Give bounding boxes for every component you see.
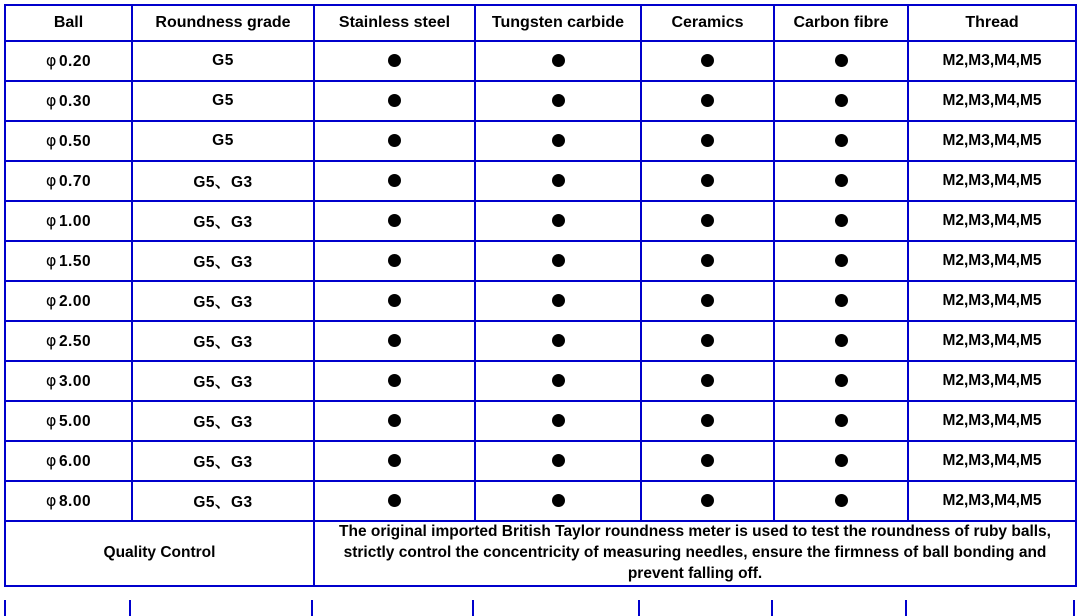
table-row: [5, 321, 1076, 361]
cell-roundness-grade: G5、G3: [132, 321, 314, 361]
filled-circle-icon: [552, 374, 565, 387]
cell-availability-stainless: [314, 321, 475, 361]
filled-circle-icon: [835, 294, 848, 307]
table-bottom-edge: [4, 600, 1075, 616]
table-row: [5, 161, 1076, 201]
cell-availability-carbon: [774, 321, 908, 361]
cell-availability-stainless: [314, 401, 475, 441]
diameter-symbol-icon: φ: [45, 331, 57, 350]
cell-roundness-grade: G5: [132, 121, 314, 161]
cell-availability-ceramics: [641, 161, 774, 201]
cell-availability-tungsten: [475, 401, 641, 441]
filled-circle-icon: [388, 494, 401, 507]
cell-availability-stainless: [314, 201, 475, 241]
filled-circle-icon: [835, 54, 848, 67]
cell-availability-stainless: [314, 121, 475, 161]
cell-availability-ceramics: [641, 361, 774, 401]
cell-availability-carbon: [774, 41, 908, 81]
table-row: [5, 401, 1076, 441]
header-row: [5, 5, 1076, 41]
filled-circle-icon: [835, 254, 848, 267]
filled-circle-icon: [701, 374, 714, 387]
table-row: [5, 441, 1076, 481]
cell-thread: M2,M3,M4,M5: [908, 321, 1076, 361]
cell-thread: M2,M3,M4,M5: [908, 121, 1076, 161]
cell-roundness-grade: G5、G3: [132, 361, 314, 401]
cell-availability-stainless: [314, 41, 475, 81]
cell-availability-tungsten: [475, 281, 641, 321]
filled-circle-icon: [701, 214, 714, 227]
cell-availability-tungsten: [475, 161, 641, 201]
table-row: [5, 201, 1076, 241]
cell-availability-carbon: [774, 281, 908, 321]
ball-diameter-value: 1.50: [58, 253, 92, 270]
cell-thread: M2,M3,M4,M5: [908, 241, 1076, 281]
ball-diameter-value: 2.00: [58, 293, 92, 310]
filled-circle-icon: [552, 214, 565, 227]
filled-circle-icon: [388, 414, 401, 427]
ball-diameter-value: 0.20: [58, 53, 92, 70]
filled-circle-icon: [701, 254, 714, 267]
cell-availability-tungsten: [475, 361, 641, 401]
cell-availability-carbon: [774, 241, 908, 281]
cell-ball-diameter: [5, 361, 132, 401]
filled-circle-icon: [701, 54, 714, 67]
cell-availability-stainless: [314, 241, 475, 281]
cell-availability-tungsten: [475, 41, 641, 81]
filled-circle-icon: [552, 254, 565, 267]
cell-roundness-grade: G5、G3: [132, 241, 314, 281]
cell-thread: M2,M3,M4,M5: [908, 281, 1076, 321]
diameter-symbol-icon: φ: [45, 291, 57, 310]
diameter-symbol-icon: φ: [45, 51, 57, 70]
cell-thread: M2,M3,M4,M5: [908, 81, 1076, 121]
table-row: [5, 41, 1076, 81]
cell-availability-tungsten: [475, 441, 641, 481]
table-row: [5, 81, 1076, 121]
header-stainless-steel: Stainless steel: [314, 5, 475, 41]
table-row: [5, 281, 1076, 321]
table-row: [5, 361, 1076, 401]
cell-roundness-grade: G5、G3: [132, 281, 314, 321]
diameter-symbol-icon: φ: [45, 131, 57, 150]
cell-availability-tungsten: [475, 81, 641, 121]
filled-circle-icon: [701, 134, 714, 147]
diameter-symbol-icon: φ: [45, 451, 57, 470]
cell-availability-ceramics: [641, 41, 774, 81]
filled-circle-icon: [388, 454, 401, 467]
filled-circle-icon: [388, 94, 401, 107]
ball-diameter-value: 2.50: [58, 333, 92, 350]
ball-specification-table: [4, 4, 1077, 587]
diameter-symbol-icon: φ: [45, 411, 57, 430]
cell-availability-ceramics: [641, 321, 774, 361]
filled-circle-icon: [701, 294, 714, 307]
cell-availability-stainless: [314, 361, 475, 401]
cell-availability-stainless: [314, 281, 475, 321]
ball-diameter-value: 1.00: [58, 213, 92, 230]
ball-diameter-value: 5.00: [58, 413, 92, 430]
header-carbon-fibre: Carbon fibre: [774, 5, 908, 41]
diameter-symbol-icon: φ: [45, 171, 57, 190]
cell-availability-tungsten: [475, 121, 641, 161]
filled-circle-icon: [388, 174, 401, 187]
header-ball: Ball: [5, 5, 132, 41]
filled-circle-icon: [835, 334, 848, 347]
table-row: [5, 121, 1076, 161]
table-header: [5, 5, 1076, 41]
cell-availability-carbon: [774, 81, 908, 121]
cell-ball-diameter: [5, 241, 132, 281]
filled-circle-icon: [388, 54, 401, 67]
diameter-symbol-icon: φ: [45, 371, 57, 390]
filled-circle-icon: [835, 454, 848, 467]
diameter-symbol-icon: φ: [45, 91, 57, 110]
ball-diameter-value: 0.30: [58, 93, 92, 110]
ball-diameter-value: 8.00: [58, 493, 92, 510]
cell-thread: M2,M3,M4,M5: [908, 361, 1076, 401]
filled-circle-icon: [388, 134, 401, 147]
filled-circle-icon: [835, 214, 848, 227]
table-body: [5, 41, 1076, 521]
cell-availability-carbon: [774, 201, 908, 241]
cell-roundness-grade: G5: [132, 41, 314, 81]
cell-roundness-grade: G5、G3: [132, 441, 314, 481]
cell-availability-carbon: [774, 161, 908, 201]
cell-roundness-grade: G5、G3: [132, 161, 314, 201]
filled-circle-icon: [835, 494, 848, 507]
table-row: [5, 481, 1076, 521]
cell-ball-diameter: [5, 41, 132, 81]
quality-control-row: [5, 521, 1076, 586]
filled-circle-icon: [701, 494, 714, 507]
cell-availability-stainless: [314, 161, 475, 201]
diameter-symbol-icon: φ: [45, 251, 57, 270]
cell-ball-diameter: [5, 401, 132, 441]
filled-circle-icon: [835, 134, 848, 147]
header-ceramics: Ceramics: [641, 5, 774, 41]
cell-availability-ceramics: [641, 81, 774, 121]
cell-availability-carbon: [774, 481, 908, 521]
cell-thread: M2,M3,M4,M5: [908, 481, 1076, 521]
cell-thread: M2,M3,M4,M5: [908, 401, 1076, 441]
cell-ball-diameter: [5, 161, 132, 201]
quality-control-label: Quality Control: [5, 521, 314, 586]
filled-circle-icon: [552, 94, 565, 107]
filled-circle-icon: [388, 374, 401, 387]
filled-circle-icon: [388, 254, 401, 267]
cell-availability-ceramics: [641, 401, 774, 441]
filled-circle-icon: [552, 294, 565, 307]
header-thread: Thread: [908, 5, 1076, 41]
cell-availability-ceramics: [641, 201, 774, 241]
filled-circle-icon: [701, 454, 714, 467]
cell-availability-ceramics: [641, 121, 774, 161]
filled-circle-icon: [552, 414, 565, 427]
cell-roundness-grade: G5、G3: [132, 481, 314, 521]
ball-diameter-value: 0.50: [58, 133, 92, 150]
cell-availability-tungsten: [475, 321, 641, 361]
filled-circle-icon: [701, 334, 714, 347]
filled-circle-icon: [388, 334, 401, 347]
cell-roundness-grade: G5、G3: [132, 201, 314, 241]
ball-diameter-value: 0.70: [58, 173, 92, 190]
cell-availability-ceramics: [641, 441, 774, 481]
filled-circle-icon: [835, 414, 848, 427]
cell-availability-stainless: [314, 481, 475, 521]
cell-availability-tungsten: [475, 241, 641, 281]
cell-availability-tungsten: [475, 481, 641, 521]
cell-thread: M2,M3,M4,M5: [908, 161, 1076, 201]
filled-circle-icon: [701, 174, 714, 187]
filled-circle-icon: [552, 454, 565, 467]
filled-circle-icon: [388, 294, 401, 307]
cell-availability-ceramics: [641, 241, 774, 281]
cell-availability-carbon: [774, 441, 908, 481]
filled-circle-icon: [388, 214, 401, 227]
cell-thread: M2,M3,M4,M5: [908, 441, 1076, 481]
ball-diameter-value: 6.00: [58, 453, 92, 470]
filled-circle-icon: [701, 414, 714, 427]
ball-diameter-value: 3.00: [58, 373, 92, 390]
filled-circle-icon: [552, 494, 565, 507]
cell-ball-diameter: [5, 201, 132, 241]
cell-roundness-grade: G5、G3: [132, 401, 314, 441]
cell-ball-diameter: [5, 321, 132, 361]
table-footer: [5, 521, 1076, 586]
cell-thread: M2,M3,M4,M5: [908, 201, 1076, 241]
cell-ball-diameter: [5, 481, 132, 521]
quality-control-text: The original imported British Taylor roundness meter is used to test the roundness of ruby balls, strictly control the concentricity of measuring needles, ensure the firmness of ball bonding and prevent falling off.: [314, 521, 1076, 586]
cell-availability-stainless: [314, 81, 475, 121]
cell-roundness-grade: G5: [132, 81, 314, 121]
cell-availability-carbon: [774, 121, 908, 161]
filled-circle-icon: [835, 174, 848, 187]
filled-circle-icon: [552, 134, 565, 147]
cell-availability-ceramics: [641, 481, 774, 521]
table-row: [5, 241, 1076, 281]
diameter-symbol-icon: φ: [45, 211, 57, 230]
filled-circle-icon: [552, 334, 565, 347]
cell-availability-carbon: [774, 361, 908, 401]
filled-circle-icon: [701, 94, 714, 107]
header-roundness-grade: Roundness grade: [132, 5, 314, 41]
cell-ball-diameter: [5, 281, 132, 321]
diameter-symbol-icon: φ: [45, 491, 57, 510]
cell-availability-carbon: [774, 401, 908, 441]
cell-availability-stainless: [314, 441, 475, 481]
filled-circle-icon: [552, 54, 565, 67]
header-tungsten-carbide: Tungsten carbide: [475, 5, 641, 41]
spec-table-sheet: [0, 4, 1079, 616]
cell-thread: M2,M3,M4,M5: [908, 41, 1076, 81]
filled-circle-icon: [835, 94, 848, 107]
cell-ball-diameter: [5, 441, 132, 481]
cell-ball-diameter: [5, 121, 132, 161]
filled-circle-icon: [835, 374, 848, 387]
filled-circle-icon: [552, 174, 565, 187]
cell-availability-tungsten: [475, 201, 641, 241]
cell-availability-ceramics: [641, 281, 774, 321]
cell-ball-diameter: [5, 81, 132, 121]
